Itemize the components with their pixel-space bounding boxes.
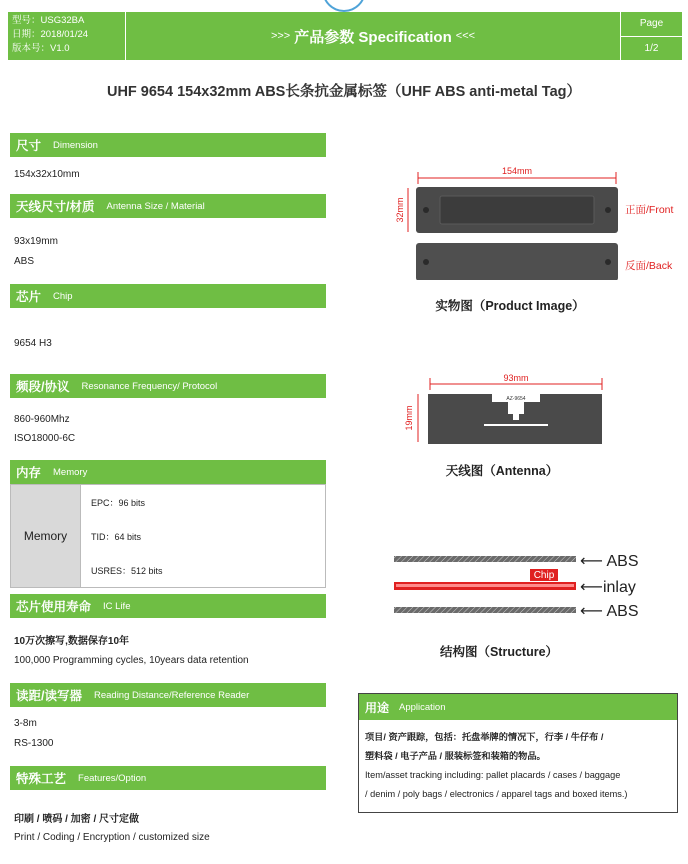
company-logo	[322, 0, 366, 12]
mounting-hole-icon	[605, 259, 611, 265]
antenna-feed-line	[484, 424, 548, 426]
arrows-left: >>>	[270, 30, 291, 42]
application-box	[358, 693, 678, 813]
antenna-size-value: 93x19mm	[14, 236, 58, 247]
page-number: 1/2	[644, 42, 659, 54]
antenna-figure	[392, 372, 612, 448]
antenna-chip-text: AZ-9654	[506, 396, 526, 402]
application-title-cn: 用途	[365, 700, 390, 715]
section-dimension	[10, 133, 326, 157]
features-cn: 印刷 / 喷码 / 加密 / 尺寸定做	[14, 814, 140, 825]
application-header	[359, 694, 677, 720]
antenna-height-label: 19mm	[404, 405, 414, 431]
arrows-right: <<<	[455, 30, 476, 42]
tid-value: TID：64 bits	[91, 531, 142, 542]
doc-date: 日期：2018/01/24	[12, 29, 89, 40]
reader-value: RS-1300	[14, 738, 54, 749]
back-label: 反面/Back	[625, 260, 673, 272]
model-number: 型号：USG32BA	[12, 15, 85, 26]
page-indicator	[620, 12, 682, 60]
page-title: UHF 9654 154x32mm ABS长条抗金属标签（UHF ABS anti-metal Tag）	[106, 84, 582, 100]
ic-life-en: 100,000 Programming cycles, 10years data retention	[14, 655, 249, 666]
section-title-en: Memory	[53, 466, 88, 478]
antenna-caption: 天线图（Antenna）	[445, 464, 559, 478]
section-title-en: Resonance Frequency/ Protocol	[81, 380, 218, 392]
application-body	[359, 720, 677, 812]
section-title-cn: 频段/协议	[16, 380, 70, 394]
left-arrow-icon: ⟵	[580, 553, 603, 570]
page-label: Page	[621, 12, 682, 37]
epc-value: EPC：96 bits	[91, 497, 146, 508]
dimension-value: 154x32x10mm	[14, 169, 80, 180]
front-label: 正面/Front	[625, 204, 674, 216]
section-title-en: Chip	[53, 290, 73, 302]
header-bar	[8, 12, 682, 60]
height-label: 32mm	[395, 197, 405, 223]
width-label: 154mm	[501, 166, 533, 176]
section-title-cn: 特殊工艺	[16, 772, 67, 786]
memory-table	[10, 484, 326, 588]
memory-label: Memory	[11, 485, 81, 587]
product-image-caption: 实物图（Product Image）	[435, 299, 585, 313]
application-cn-line-1: 项目/ 资产跟踪，包括：托盘举牌的情况下，行李 / 牛仔布 /	[365, 732, 604, 742]
chip-value: 9654 H3	[14, 338, 52, 349]
application-title-en: Application	[399, 701, 446, 713]
left-arrow-icon: ⟵	[580, 603, 603, 620]
abs-layer-top	[394, 556, 576, 562]
abs-top-pointer	[580, 551, 639, 571]
section-title-cn: 尺寸	[16, 139, 42, 153]
mounting-hole-icon	[423, 259, 429, 265]
mounting-hole-icon	[423, 207, 429, 213]
section-features	[10, 766, 326, 790]
user-memory-value: USRES：512 bits	[91, 565, 163, 576]
chip-icon	[513, 412, 519, 420]
left-arrow-icon: ⟵	[580, 579, 603, 596]
memory-values	[81, 485, 325, 587]
inlay-label: inlay	[602, 579, 636, 596]
section-title-cn: 芯片	[16, 290, 42, 304]
section-antenna	[10, 194, 326, 218]
section-reading	[10, 683, 326, 707]
antenna-width-label: 93mm	[503, 373, 529, 383]
inlay-pointer	[580, 577, 636, 597]
abs-layer-bottom	[394, 607, 576, 613]
abs-bottom-label: ABS	[606, 603, 639, 620]
header-title-text: 产品参数 Specification	[294, 28, 452, 46]
section-title-en: Antenna Size / Material	[106, 200, 205, 212]
mounting-hole-icon	[605, 207, 611, 213]
frequency-value: 860-960Mhz	[14, 414, 70, 425]
ic-life-cn: 10万次擦写,数据保存10年	[14, 636, 130, 647]
chip-block-label: Chip	[533, 570, 555, 581]
tag-back	[416, 243, 618, 280]
structure-figure	[394, 552, 578, 618]
section-title-en: Features/Option	[78, 772, 147, 784]
section-title-cn: 天线尺寸/材质	[16, 200, 95, 214]
tag-front-inset	[440, 196, 594, 224]
application-en-line-2: / denim / poly bags / electronics / apparel tags and boxed items.)	[365, 789, 628, 799]
section-ic-life	[10, 594, 326, 618]
section-memory	[10, 460, 326, 484]
section-title-cn: 内存	[16, 466, 42, 480]
features-en: Print / Coding / Encryption / customized size	[14, 832, 210, 843]
doc-version: 版本号：V1.0	[12, 43, 70, 54]
inlay-highlight	[396, 584, 574, 587]
section-title-cn: 芯片使用寿命	[16, 600, 92, 614]
abs-top-label: ABS	[606, 553, 639, 570]
section-title-cn: 读距/读写器	[16, 689, 82, 703]
application-cn-line-2: 塑料袋 / 电子产品 / 服装标签和装箱的物品。	[365, 751, 546, 761]
section-chip	[10, 284, 326, 308]
abs-bottom-pointer	[580, 601, 639, 621]
section-title-en: IC Life	[103, 600, 131, 612]
section-frequency	[10, 374, 326, 398]
protocol-value: ISO18000-6C	[14, 433, 76, 444]
section-title-en: Reading Distance/Reference Reader	[93, 689, 250, 701]
doc-meta	[8, 12, 126, 60]
structure-caption: 结构图（Structure）	[439, 645, 559, 659]
reading-distance-value: 3-8m	[14, 718, 37, 729]
header-title	[126, 12, 620, 60]
application-en-line-1: Item/asset tracking including: pallet placards / cases / baggage	[365, 770, 621, 780]
antenna-material-value: ABS	[14, 256, 35, 267]
section-title-en: Dimension	[53, 139, 98, 151]
